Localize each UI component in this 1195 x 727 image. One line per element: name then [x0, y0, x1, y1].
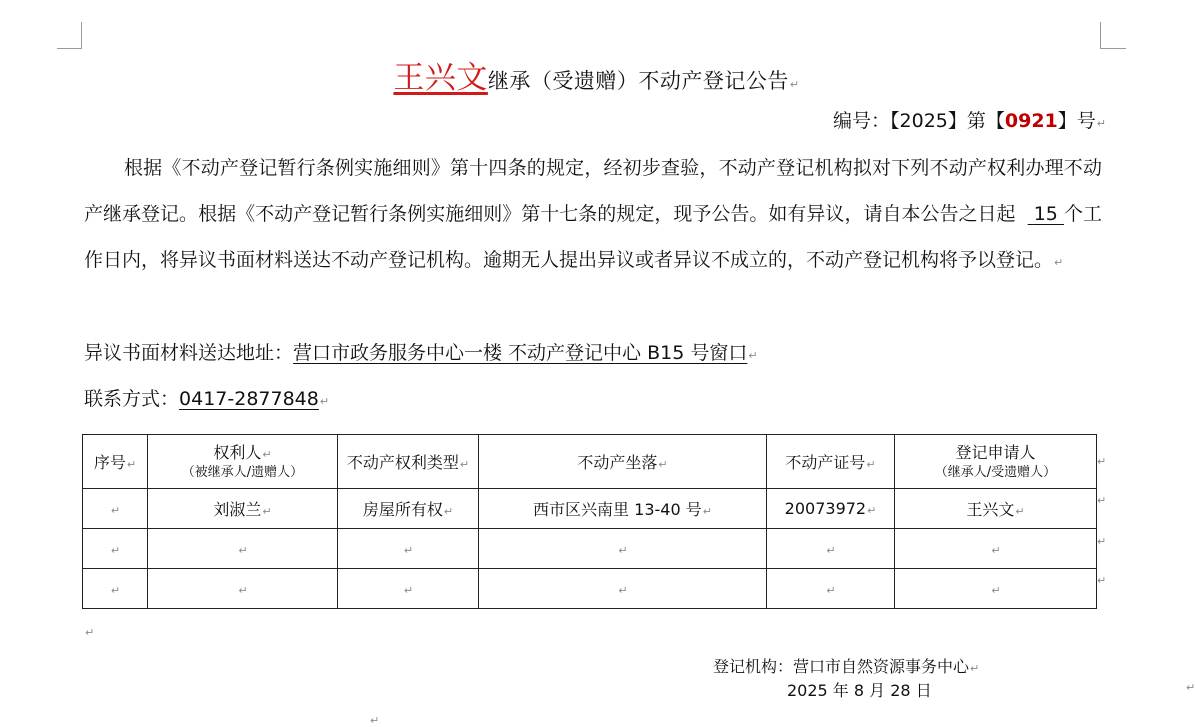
table-row: [83, 529, 1097, 569]
cell-applicant: ↵: [895, 529, 1097, 569]
header-applicant-sub: （继承人/受遗赠人）: [934, 465, 1057, 480]
cell-holder: 刘淑兰↵: [148, 489, 338, 529]
row-end-mark-icon: ↵: [1097, 494, 1107, 507]
cell-seq: ↵: [83, 489, 148, 529]
notice-body: [84, 145, 1102, 286]
header-right-type: 不动产权利类型↵: [338, 435, 479, 489]
property-table: [82, 434, 1097, 609]
footer-org: 登记机构：营口市自然资源事务中心↵: [713, 657, 980, 676]
cell-right-type: ↵: [338, 529, 479, 569]
address-label: 异议书面材料送达地址：: [84, 342, 294, 364]
doc-number-suffix: 】号: [1057, 110, 1096, 132]
table-header-row: [83, 435, 1097, 489]
doc-number-prefix: 编号：【2025】第【: [833, 110, 1005, 132]
row-end-mark-icon: ↵: [1097, 574, 1107, 587]
document-number: [833, 106, 1106, 133]
row-end-mark-icon: ↵: [1097, 535, 1107, 548]
doc-number-value: 0921: [1004, 110, 1058, 132]
paragraph-mark-icon: ↵: [789, 78, 800, 91]
cell-right-type: ↵: [338, 569, 479, 609]
table-row: [83, 569, 1097, 609]
title-name: 王兴文: [393, 60, 488, 96]
objection-address: [84, 338, 758, 365]
contact-label: 联系方式：: [84, 388, 180, 410]
body-part1: 根据《不动产登记暂行条例实施细则》第十四条的规定，经初步查验，不动产登记机构拟对下列不动产权利办理不动产继承登记。根据《不动产登记暂行条例实施细则》第十七条的规定，现予公告。如有异议，请自本公告之日起: [84, 157, 1102, 225]
cell-location: ↵: [479, 569, 767, 609]
header-holder: 权利人↵ （被继承人/遗赠人）: [148, 435, 338, 489]
paragraph-mark-icon: ↵: [370, 714, 380, 727]
cell-location: ↵: [479, 529, 767, 569]
cell-location: 西市区兴南里 13-40 号↵: [479, 489, 767, 529]
header-cert-no: 不动产证号↵: [767, 435, 895, 489]
page-corner-mark-top-right: [1100, 22, 1126, 49]
paragraph-mark-icon: ↵: [1054, 256, 1064, 269]
header-applicant: 登记申请人 （继承人/受遗赠人）: [895, 435, 1097, 489]
body-part2: 个工作日内，将异议书面材料送达不动产登记机构。逾期无人提出异议或者异议不成立的，不动产登记机构将予以登记。: [84, 203, 1102, 271]
address-value: 营口市政务服务中心一楼 不动产登记中心 B15 号窗口: [293, 342, 748, 364]
cell-cert-no: ↵: [767, 569, 895, 609]
cell-seq: ↵: [83, 569, 148, 609]
page-title: [0, 52, 1193, 97]
cell-holder: ↵: [148, 569, 338, 609]
objection-days: 15: [1033, 203, 1058, 225]
cell-right-type: 房屋所有权↵: [338, 489, 479, 529]
header-holder-sub: （被继承人/遗赠人）: [181, 465, 304, 480]
cell-holder: ↵: [148, 529, 338, 569]
paragraph-mark-icon: ↵: [85, 626, 95, 639]
cell-cert-no: ↵: [767, 529, 895, 569]
footer-date: 2025 年 8 月 28 日: [787, 681, 932, 700]
paragraph-mark-icon: ↵: [1186, 681, 1195, 694]
page-corner-mark-top-left: [57, 22, 82, 49]
header-location: 不动产坐落↵: [479, 435, 767, 489]
title-suffix: 继承（受遗赠）不动产登记公告: [487, 69, 789, 93]
table-row: [83, 489, 1097, 529]
paragraph-mark-icon: ↵: [748, 349, 758, 362]
paragraph-mark-icon: ↵: [319, 395, 330, 408]
contact-value: 0417-2877848: [179, 388, 319, 410]
paragraph-mark-icon: ↵: [1096, 117, 1106, 130]
cell-seq: ↵: [83, 529, 148, 569]
cell-applicant: ↵: [895, 569, 1097, 609]
contact-info: [84, 384, 329, 411]
cell-cert-no: 20073972↵: [767, 489, 895, 529]
header-seq: 序号↵: [83, 435, 148, 489]
row-end-mark-icon: ↵: [1097, 455, 1107, 468]
cell-applicant: 王兴文↵: [895, 489, 1097, 529]
